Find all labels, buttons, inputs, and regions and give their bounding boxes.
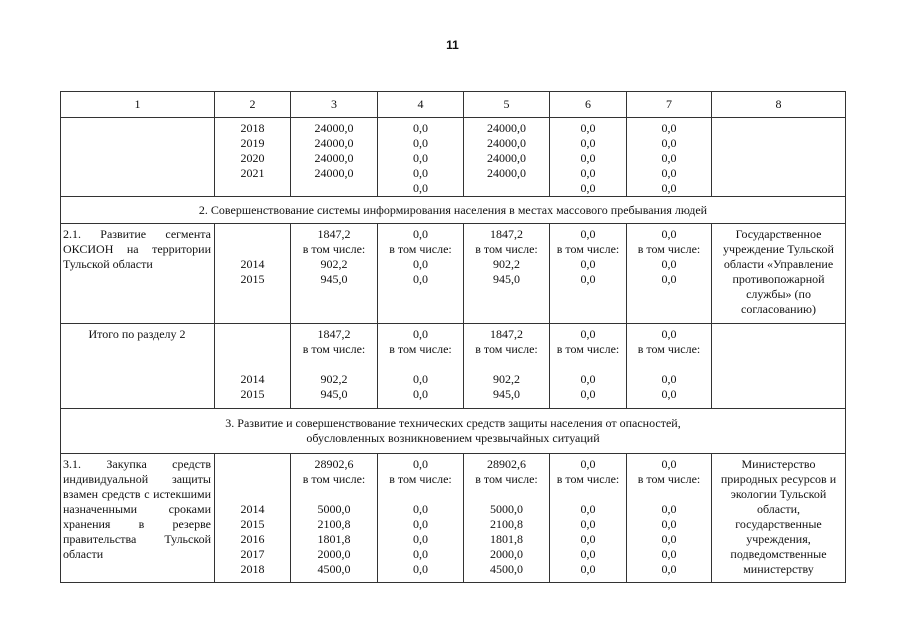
cell-value: 0,0 (661, 257, 677, 271)
cell-value: 0,0 (580, 166, 596, 180)
cell-value: 2014 (240, 257, 265, 271)
cell-value (291, 357, 377, 372)
cell-value: 5000,0 (317, 502, 351, 516)
cell-value: 24000,0 (314, 151, 354, 165)
col5-cell (464, 224, 550, 324)
cell-value: 945,0 (493, 387, 520, 401)
cell-value: 0,0 (661, 327, 677, 341)
cell-value: 0,0 (580, 457, 596, 471)
col7-cell (627, 224, 712, 324)
cell-value: 2018 (240, 562, 265, 576)
cell-value: в том числе: (637, 242, 701, 256)
cell-value: 2000,0 (317, 547, 351, 561)
cell-value: 0,0 (661, 372, 677, 386)
cell-value: 0,0 (580, 121, 596, 135)
col4-cell (378, 224, 464, 324)
cell-value (215, 342, 290, 357)
cell-value: 24000,0 (314, 121, 354, 135)
page-number: 11 (446, 38, 459, 52)
cell-value: в том числе: (637, 342, 701, 356)
cell-value: в том числе: (475, 472, 538, 486)
col-header-8: 8 (712, 92, 846, 118)
cell-value: 2020 (240, 151, 265, 165)
col6-cell (550, 118, 627, 197)
cell-value: 0,0 (661, 121, 677, 135)
col-header-5: 5 (464, 92, 550, 118)
cell-value: 0,0 (661, 227, 677, 241)
cell-value: 24000,0 (487, 151, 526, 165)
cell-value: 4500,0 (317, 562, 351, 576)
col3-cell (291, 118, 378, 197)
cell-value (215, 457, 290, 472)
cell-value: 0,0 (413, 562, 428, 576)
program-table (60, 91, 846, 583)
cell-value: 2016 (240, 532, 265, 546)
cell-value: 24000,0 (487, 136, 526, 150)
cell-value (464, 487, 549, 502)
cell-value: 0,0 (413, 547, 428, 561)
cell-value: в том числе: (556, 342, 620, 356)
cell-value: в том числе: (302, 242, 366, 256)
col-header-6: 6 (550, 92, 627, 118)
cell-value: 0,0 (661, 457, 677, 471)
cell-value: 0,0 (413, 387, 428, 401)
cell-value: 902,2 (320, 372, 348, 386)
section-3-title-line1: 3. Развитие и совершенствование технических средств защиты населения от опасностей, (225, 416, 681, 430)
col5-cell (464, 454, 550, 583)
cell-value: 5000,0 (490, 502, 523, 516)
cell-value: 24000,0 (487, 121, 526, 135)
cell-value: 0,0 (580, 257, 596, 271)
col-header-2: 2 (215, 92, 291, 118)
cell-value (550, 487, 626, 502)
item-name-cell (61, 454, 215, 583)
cell-value (550, 357, 626, 372)
cell-value: в том числе: (556, 472, 620, 486)
cell-value: 0,0 (413, 272, 428, 286)
cell-value: 0,0 (413, 372, 428, 386)
section-3-title-line2: обусловленных возникновением чрезвычайных ситуаций (306, 431, 600, 445)
cell-value: 2014 (240, 372, 265, 386)
cell-value: 0,0 (413, 517, 428, 531)
cell-value: 24000,0 (314, 136, 354, 150)
cell-value: 902,2 (320, 257, 348, 271)
col4-cell (378, 118, 464, 197)
total-row (61, 324, 846, 409)
table-row (61, 454, 846, 583)
executor-cell (712, 324, 846, 409)
header-row (61, 92, 846, 118)
total-name-cell (61, 324, 215, 409)
cell-value: 0,0 (413, 136, 428, 150)
cell-value: 0,0 (661, 517, 677, 531)
cell-value (215, 242, 290, 257)
cell-value (291, 487, 377, 502)
col5-cell (464, 324, 550, 409)
executor-cell (712, 118, 846, 197)
col-header-4: 4 (378, 92, 464, 118)
cell-value: в том числе: (302, 342, 366, 356)
cell-value: 1801,8 (317, 532, 351, 546)
cell-value: 1847,2 (490, 227, 523, 241)
cell-value: 0,0 (661, 502, 677, 516)
cell-value: 0,0 (661, 181, 677, 195)
cell-value: 0,0 (661, 136, 677, 150)
cell-value: 0,0 (413, 502, 428, 516)
cell-value: 0,0 (661, 562, 677, 576)
cell-value: 0,0 (580, 387, 596, 401)
col6-cell (550, 454, 627, 583)
cell-value: 0,0 (413, 121, 428, 135)
cell-value: в том числе: (637, 472, 701, 486)
cell-value: 28902,6 (487, 457, 526, 471)
cell-value: в том числе: (556, 242, 620, 256)
cell-value: 0,0 (580, 372, 596, 386)
item-name: 3.1. Закупка средств индивидуальной защиты взамен средств с истекшими назначенными сроками хранения в резерве правительства Тульской области (63, 457, 211, 561)
item-name-cell (61, 224, 215, 324)
cell-value: 0,0 (580, 327, 596, 341)
years-cell (215, 454, 291, 583)
cell-value: 4500,0 (490, 562, 523, 576)
cell-value: 24000,0 (487, 166, 526, 180)
cell-value: 1847,2 (317, 227, 351, 241)
cell-value: 945,0 (320, 387, 348, 401)
col3-cell (291, 324, 378, 409)
name-cell (61, 118, 215, 197)
cell-value (215, 227, 290, 242)
cell-value: 1801,8 (490, 532, 523, 546)
section-row (61, 409, 846, 454)
col-header-7: 7 (627, 92, 712, 118)
cell-value: в том числе: (475, 342, 538, 356)
cell-value: 0,0 (580, 532, 596, 546)
cell-value: 902,2 (493, 372, 520, 386)
executor-cell: Государственное учреждение Тульской области «Управление противопожарной службы» (по согласованию) (712, 224, 846, 324)
cell-value: в том числе: (475, 242, 538, 256)
cell-value: 2014 (240, 502, 265, 516)
cell-value: 0,0 (580, 547, 596, 561)
item-name: 2.1. Развитие сегмента ОКСИОН на территории Тульской области (63, 227, 211, 271)
cell-value: в том числе: (389, 472, 452, 486)
cell-value: 0,0 (661, 532, 677, 546)
cell-value: 2017 (240, 547, 265, 561)
cell-value: 0,0 (580, 502, 596, 516)
col7-cell (627, 324, 712, 409)
cell-value: 2018 (240, 121, 265, 135)
cell-value: 0,0 (580, 151, 596, 165)
cell-value: 2015 (240, 517, 265, 531)
cell-value: 0,0 (413, 181, 428, 195)
cell-value: 2021 (240, 166, 265, 180)
years-cell (215, 324, 291, 409)
cell-value: 28902,6 (314, 457, 354, 471)
cell-value: 0,0 (661, 387, 677, 401)
cell-value: 0,0 (580, 562, 596, 576)
col6-cell (550, 224, 627, 324)
executor-cell: Министерство природных ресурсов и экологии Тульской области, государственные учреждения, подведомственные министерству (712, 454, 846, 583)
cell-value: 0,0 (580, 181, 596, 195)
col6-cell (550, 324, 627, 409)
table-row (61, 224, 846, 324)
cell-value: 0,0 (661, 166, 677, 180)
cell-value: 0,0 (580, 136, 596, 150)
cell-value: 0,0 (413, 532, 428, 546)
cell-value: 1847,2 (490, 327, 523, 341)
cell-value: 2100,8 (490, 517, 523, 531)
cell-value (378, 357, 463, 372)
cell-value: в том числе: (389, 242, 452, 256)
cell-value: 902,2 (493, 257, 520, 271)
cell-value: 0,0 (413, 327, 428, 341)
cell-value: 945,0 (493, 272, 520, 286)
cell-value: 1847,2 (317, 327, 351, 341)
cell-value: 2000,0 (490, 547, 523, 561)
cell-value: 0,0 (580, 272, 596, 286)
cell-value: 945,0 (320, 272, 348, 286)
cell-value (378, 487, 463, 502)
cell-value: в том числе: (389, 342, 452, 356)
cell-value: 2015 (240, 272, 265, 286)
cell-value (464, 357, 549, 372)
col-header-3: 3 (291, 92, 378, 118)
cell-value: 2100,8 (317, 517, 351, 531)
col3-cell (291, 454, 378, 583)
cell-value: 0,0 (661, 151, 677, 165)
section-row (61, 197, 846, 224)
cell-value: 0,0 (580, 227, 596, 241)
cell-value: 24000,0 (314, 166, 354, 180)
cell-value (215, 181, 290, 196)
col7-cell (627, 454, 712, 583)
total-name: Итого по разделу 2 (88, 327, 186, 341)
cell-value: 2015 (240, 387, 265, 401)
col-header-1: 1 (61, 92, 215, 118)
section-2-title: 2. Совершенствование системы информирования населения в местах массового пребывания людей (61, 197, 846, 224)
cell-value (215, 472, 290, 487)
cell-value: 0,0 (580, 517, 596, 531)
cell-value (215, 327, 290, 342)
cell-value: в том числе: (302, 472, 366, 486)
col4-cell (378, 454, 464, 583)
col5-cell (464, 118, 550, 197)
cell-value: 0,0 (413, 257, 428, 271)
cell-value: 0,0 (661, 547, 677, 561)
cell-value: 0,0 (413, 457, 428, 471)
cell-value (215, 487, 290, 502)
cell-value: 0,0 (413, 166, 428, 180)
col4-cell (378, 324, 464, 409)
cell-value: 2019 (240, 136, 265, 150)
cell-value (464, 181, 549, 196)
cell-value (627, 487, 711, 502)
cell-value: 0,0 (413, 227, 428, 241)
col7-cell (627, 118, 712, 197)
years-cell (215, 224, 291, 324)
cell-value: 0,0 (661, 272, 677, 286)
cell-value: 0,0 (413, 151, 428, 165)
cell-value (291, 181, 377, 196)
years-cell (215, 118, 291, 197)
col3-cell (291, 224, 378, 324)
section-3-title (61, 409, 846, 454)
cell-value (627, 357, 711, 372)
table-row (61, 118, 846, 197)
cell-value (215, 357, 290, 372)
